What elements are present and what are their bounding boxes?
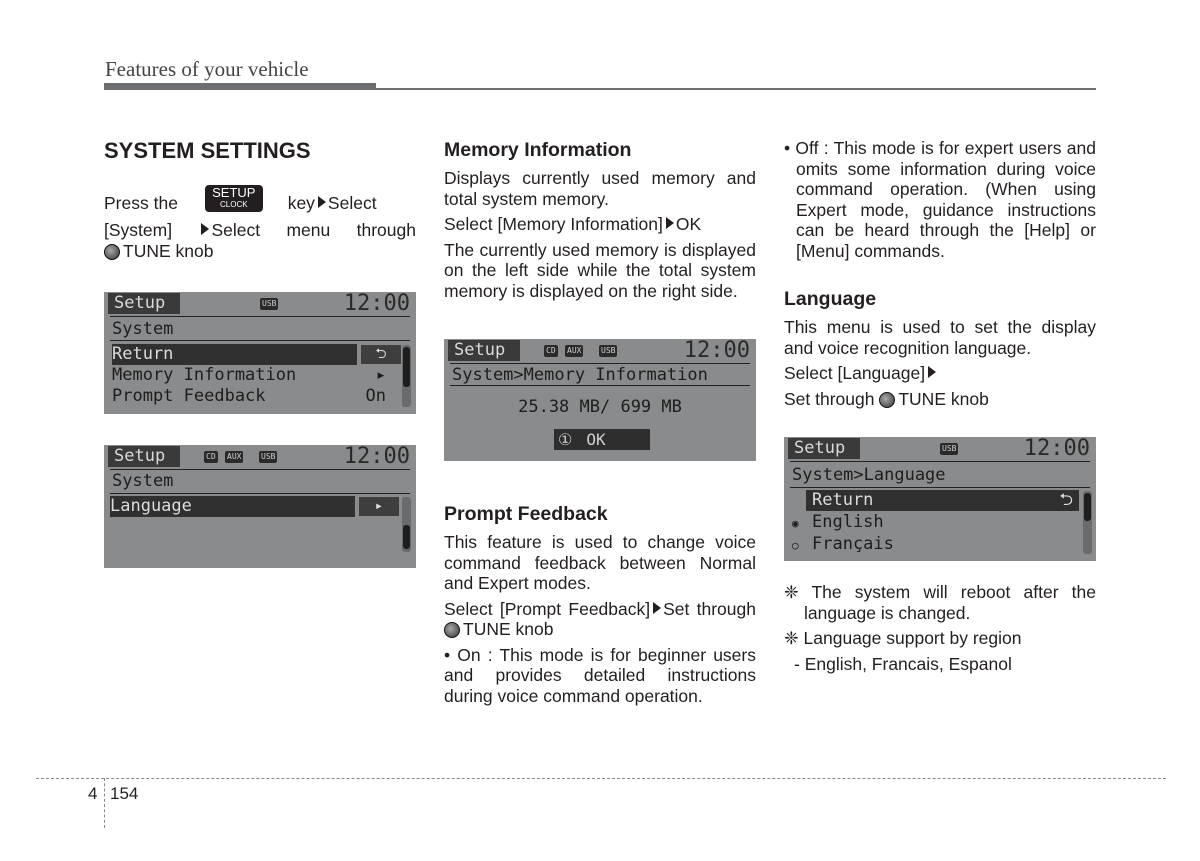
radio-unselected-icon: ○ <box>792 539 799 552</box>
column-3: • Off : This mode is for expert users and omits some information during voice command operation. (When using Expert mode, guidance instructions can be heard through the [Help] or [Menu] commands. Language This menu is used to set the display and voice recognition language. Select [Language] Set through TUNE knob <box>784 138 1096 409</box>
setup-screen-language: Setup USB 12:00 System>Language Return ⮌ ◉ English ○ Français <box>784 437 1096 561</box>
divider <box>110 493 410 494</box>
breadcrumb: System <box>112 471 174 491</box>
usb-badge: USB <box>261 452 276 461</box>
scrollbar[interactable] <box>402 497 411 552</box>
scrollbar[interactable] <box>1083 491 1092 554</box>
menu-row-prompt-feedback[interactable]: Prompt Feedback On <box>112 386 386 406</box>
setup-key-icon: SETUP CLOCK <box>205 185 263 212</box>
setup-screen-language-menu: Setup CD AUX USB 12:00 System Language ▸ <box>104 445 416 568</box>
divider <box>450 363 750 364</box>
usb-badge: USB <box>262 299 277 308</box>
usb-badge: USB <box>942 444 957 453</box>
chapter-number: 4 <box>88 784 98 803</box>
language-heading: Language <box>784 288 877 310</box>
menu-row-language[interactable]: Language <box>110 496 355 517</box>
footer-divider <box>104 778 105 828</box>
menu-row-return[interactable]: Return ⮌ <box>806 490 1079 511</box>
arrow-right-icon <box>201 223 209 235</box>
column-2: Memory Information Displays currently used memory and total system memory. Select [Memory Information] OK The currently used memory is displayed on the left side while the total system memory is displayed on the right side. <box>444 139 756 301</box>
footer-rule <box>36 778 1166 779</box>
column-1 <box>104 138 416 223</box>
setup-screen-system: Setup USB 12:00 System Return ⮌ Memory Information ▸ Prompt Feedback On <box>104 292 416 414</box>
chevron-right-icon[interactable]: ▸ <box>359 497 399 516</box>
arrow-right-icon <box>653 602 661 614</box>
arrow-right-icon <box>318 196 326 208</box>
tune-knob-icon <box>104 244 120 260</box>
arrow-right-icon <box>928 366 936 378</box>
cd-badge: CD <box>206 452 216 461</box>
breadcrumb: System <box>112 319 174 339</box>
setup-screen-memory-information: Setup CD AUX USB 12:00 System>Memory Information 25.38 MB/ 699 MB ① OK <box>444 339 756 461</box>
divider <box>790 487 1090 488</box>
divider <box>790 461 1090 462</box>
section-heading: SYSTEM SETTINGS <box>104 138 311 163</box>
scrollbar[interactable] <box>402 345 411 407</box>
radio-selected-icon: ◉ <box>792 517 799 530</box>
menu-row-memory-information[interactable]: Memory Information ▸ <box>112 365 386 385</box>
header-rule-thin <box>376 88 1096 90</box>
usb-badge: USB <box>601 346 616 355</box>
breadcrumb: System>Memory Information <box>452 365 708 385</box>
tune-knob-icon <box>444 622 460 638</box>
prompt-heading: Prompt Feedback <box>444 503 608 525</box>
language-option-francais[interactable]: ○ Français <box>792 534 894 554</box>
arrow-right-icon <box>666 217 674 229</box>
memory-heading: Memory Information <box>444 139 632 161</box>
running-header: Features of your vehicle <box>105 57 309 81</box>
breadcrumb: System>Language <box>792 465 946 485</box>
aux-badge: AUX <box>227 452 242 461</box>
ok-button[interactable]: ① OK <box>554 429 650 450</box>
header-rule-thick <box>104 83 376 90</box>
page-number: 154 <box>110 784 139 803</box>
divider <box>110 340 410 341</box>
return-icon[interactable]: ⮌ <box>361 345 401 364</box>
divider <box>450 385 750 386</box>
chevron-right-icon: ▸ <box>375 365 386 385</box>
language-notes: ❈ The system will reboot after the language is changed. ❈ Language support by region - English, Francais, Espanol <box>784 582 1096 674</box>
divider <box>110 316 410 317</box>
intro-continued: [System] Select menu through TUNE knob <box>104 220 416 261</box>
language-option-english[interactable]: ◉ English <box>792 512 884 532</box>
aux-badge: AUX <box>567 346 582 355</box>
intro-paragraph: Press the SETUP CLOCK key Select <box>104 185 377 214</box>
menu-row-return[interactable]: Return <box>112 344 357 365</box>
return-icon: ⮌ <box>1059 490 1073 510</box>
divider <box>110 469 410 470</box>
tune-knob-icon <box>879 392 895 408</box>
memory-usage-value: 25.38 MB/ 699 MB <box>518 397 682 417</box>
cd-badge: CD <box>546 346 556 355</box>
prompt-feedback-section: Prompt Feedback This feature is used to change voice command feedback between Normal and Expert modes. Select [Prompt Feedback] Set through TUNE knob • On : This mode is for beginner users and provides detailed instructions during voice command operation. <box>444 503 756 706</box>
